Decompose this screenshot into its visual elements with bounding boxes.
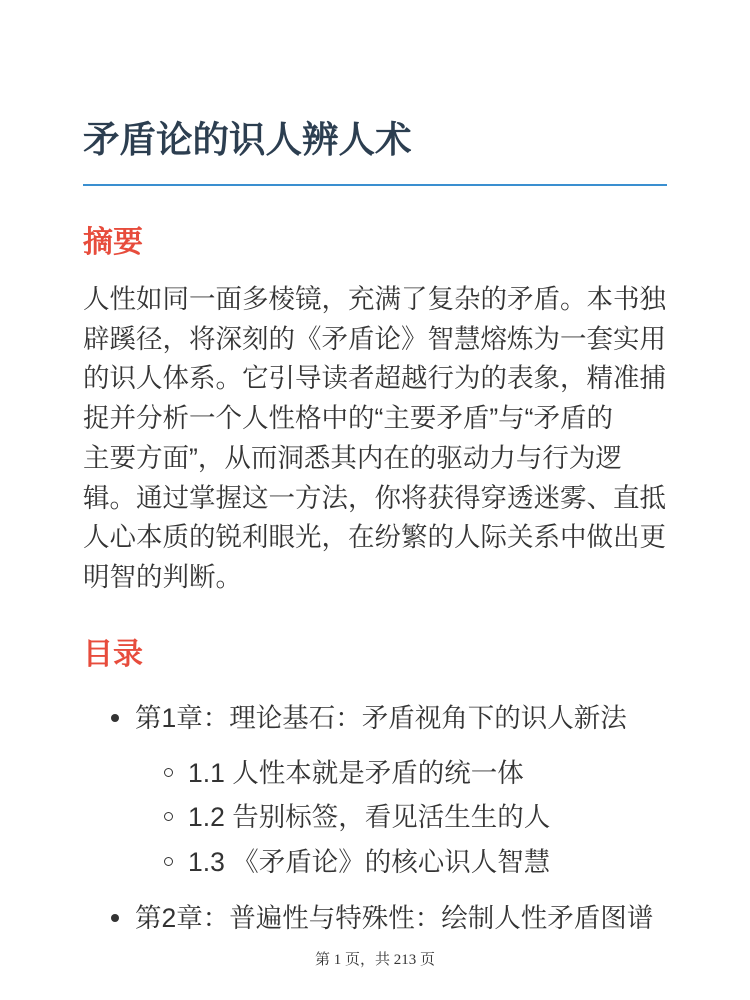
- bullet-icon: [111, 914, 119, 922]
- circle-bullet-icon: [164, 812, 173, 821]
- abstract-line: 人心本质的锐利眼光，在纷繁的人际关系中做出更: [83, 522, 666, 553]
- toc-chapter-1: [0, 700, 750, 736]
- abstract-paragraph: [83, 280, 673, 598]
- toc-chapter-2: [0, 900, 750, 936]
- toc-section-1-3: [0, 844, 750, 880]
- abstract-line: 明智的判断。: [83, 561, 242, 592]
- title-divider: [83, 184, 667, 186]
- toc-chapter-label: 第1章：理论基石：矛盾视角下的识人新法: [135, 703, 627, 733]
- toc-heading: 目录: [83, 638, 143, 671]
- abstract-heading: 摘要: [83, 226, 143, 259]
- bullet-icon: [111, 714, 119, 722]
- abstract-line: 人性如同一面多棱镜，充满了复杂的矛盾。本书独: [83, 284, 666, 314]
- circle-bullet-icon: [164, 857, 173, 866]
- abstract-line: 辟蹊径，将深刻的《矛盾论》智慧熔炼为一套实用: [83, 323, 666, 354]
- page-title: 矛盾论的识人辨人术: [83, 119, 412, 160]
- toc-section-label: 1.1 人性本就是矛盾的统一体: [188, 758, 524, 788]
- toc-section-1-1: [0, 755, 750, 791]
- page-number-footer: 第 1 页，共 213 页: [314, 952, 435, 968]
- toc-section-label: 1.2 告别标签，看见活生生的人: [188, 802, 551, 832]
- abstract-line: 的识人体系。它引导读者超越行为的表象，精准捕: [83, 363, 666, 394]
- abstract-line: 捉并分析一个人性格中的“主要矛盾”与“矛盾的: [83, 403, 613, 434]
- toc-chapter-label: 第2章：普遍性与特殊性：绘制人性矛盾图谱: [135, 903, 654, 933]
- abstract-line: 辑。通过掌握这一方法，你将获得穿透迷雾、直抵: [83, 482, 666, 513]
- abstract-line: 主要方面”，从而洞悉其内在的驱动力与行为逻: [83, 442, 622, 473]
- toc-section-1-2: [0, 799, 750, 835]
- circle-bullet-icon: [164, 768, 173, 777]
- toc-section-label: 1.3 《矛盾论》的核心识人智慧: [188, 847, 551, 877]
